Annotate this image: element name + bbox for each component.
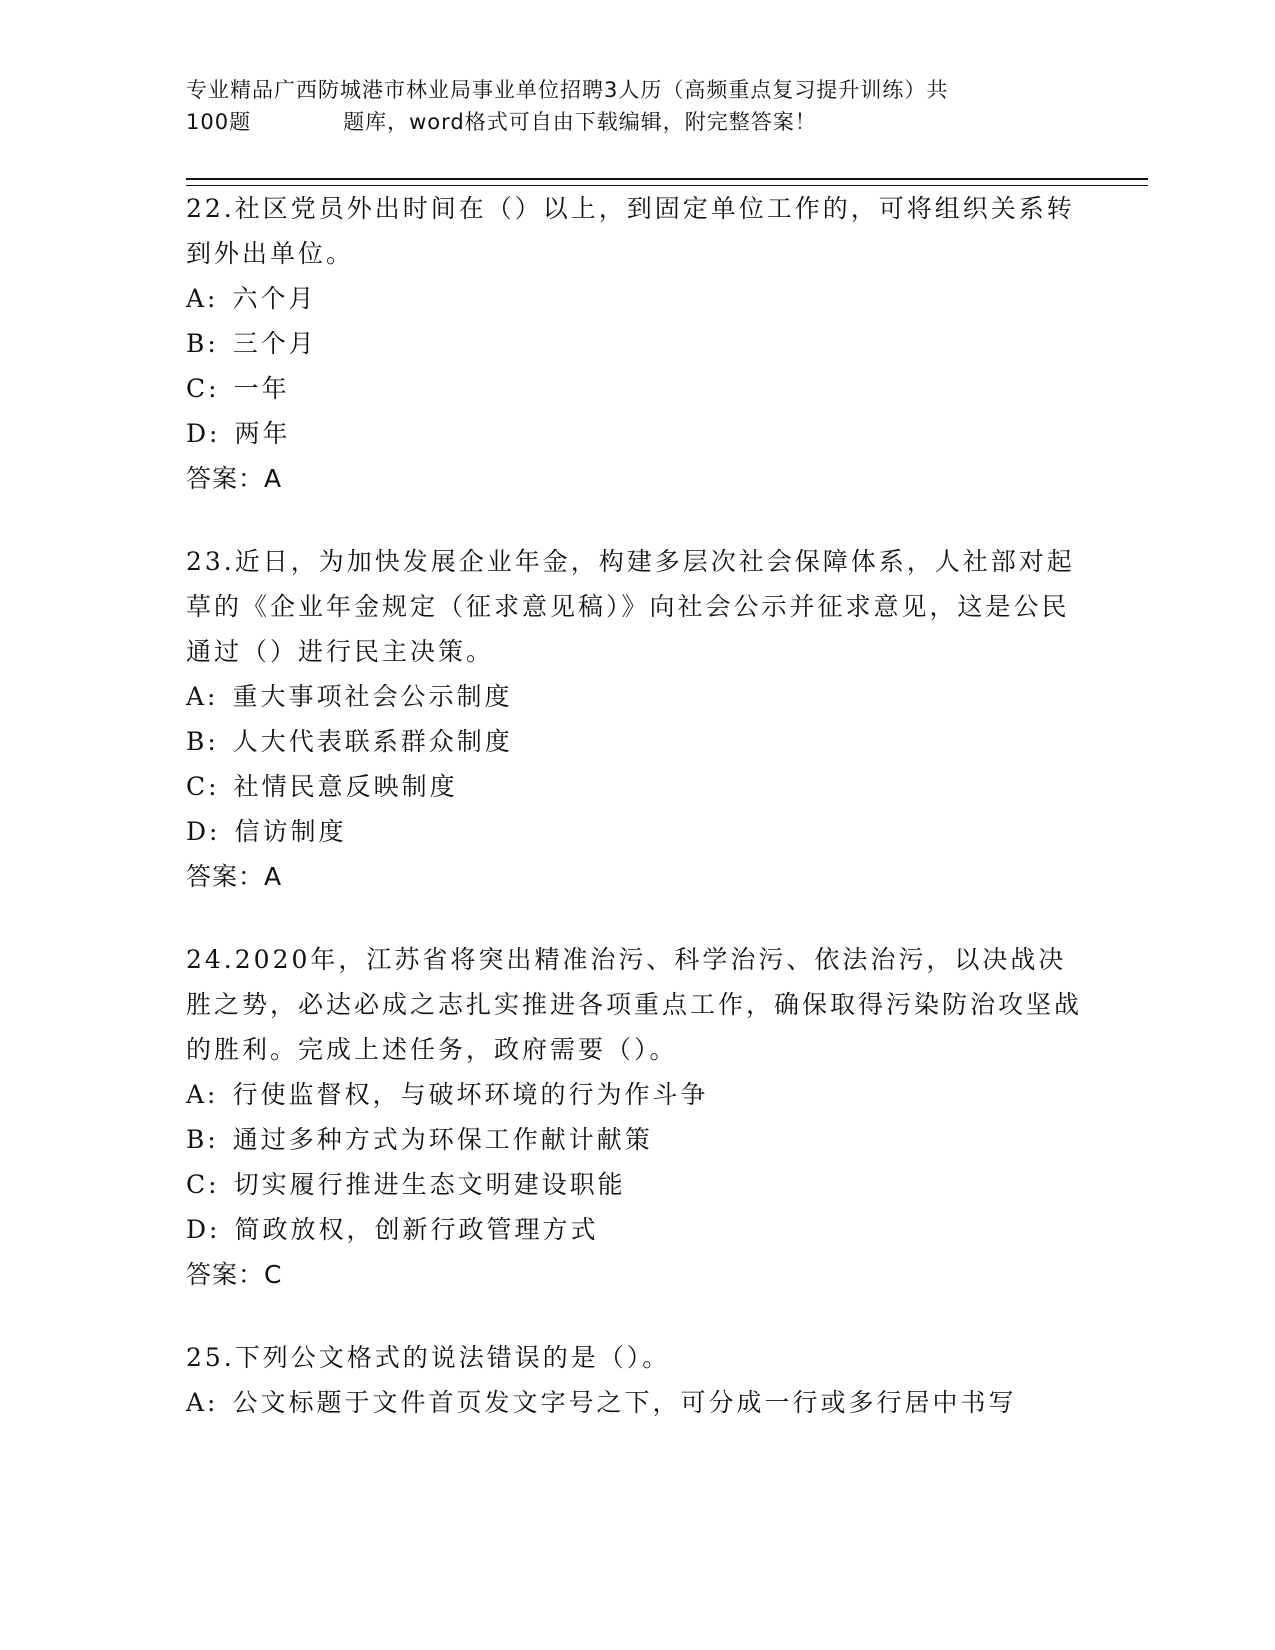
option-text: 两年: [234, 419, 291, 448]
option-text: 重大事项社会公示制度: [232, 682, 513, 711]
option-d: [186, 809, 1086, 854]
header-count: 100题: [186, 110, 252, 134]
option-text: 切实履行推进生态文明建设职能: [233, 1170, 626, 1199]
option-d: [186, 1207, 1086, 1252]
question-22: [186, 186, 1086, 501]
question-stem: 25.下列公文格式的说法错误的是（）。: [186, 1343, 671, 1372]
question-stem: 23.近日，为加快发展企业年金，构建多层次社会保障体系，人社部对起草的《企业年金规定（征求意见稿）》向社会公示并征求意见，这是公民通过（）进行民主决策。: [186, 547, 1075, 666]
option-b: [186, 1117, 1086, 1162]
option-c: [186, 366, 1086, 411]
option-letter: B:: [186, 727, 219, 756]
option-text: 通过多种方式为环保工作献计献策: [232, 1125, 653, 1154]
option-c: [186, 764, 1086, 809]
option-letter: C:: [186, 374, 220, 403]
question-list: [186, 186, 1086, 1463]
header-title-line-2: [186, 106, 1086, 138]
option-letter: C:: [186, 772, 220, 801]
header-divider: [186, 178, 1148, 186]
option-letter: B:: [186, 1125, 219, 1154]
option-text: 社情民意反映制度: [233, 772, 458, 801]
option-text: 人大代表联系群众制度: [232, 727, 513, 756]
option-letter: B:: [186, 329, 219, 358]
option-letter: D:: [186, 817, 221, 846]
option-b: [186, 321, 1086, 366]
answer: 答案：A: [186, 862, 283, 891]
option-letter: D:: [186, 1215, 221, 1244]
question-stem: 24.2020年，江苏省将突出精准治污、科学治污、依法治污，以决战决胜之势，必达必成之志扎实推进各项重点工作，确保取得污染防治攻坚战的胜利。完成上述任务，政府需要（）。: [186, 945, 1083, 1064]
option-a: [186, 276, 1086, 321]
option-c: [186, 1162, 1086, 1207]
option-text: 一年: [233, 374, 290, 403]
option-text: 公文标题于文件首页发文字号之下，可分成一行或多行居中书写: [232, 1388, 1017, 1417]
option-d: [186, 411, 1086, 456]
option-letter: A:: [186, 1388, 219, 1417]
option-text: 三个月: [232, 329, 317, 358]
option-letter: C:: [186, 1170, 220, 1199]
question-25: [186, 1335, 1086, 1425]
question-24: [186, 937, 1086, 1297]
answer: 答案：A: [186, 464, 283, 493]
option-a: [186, 1072, 1086, 1117]
option-b: [186, 719, 1086, 764]
option-text: 六个月: [232, 284, 317, 313]
page-header: [186, 74, 1086, 138]
question-stem: 22.社区党员外出时间在（）以上，到固定单位工作的，可将组织关系转到外出单位。: [186, 194, 1075, 268]
option-text: 简政放权，创新行政管理方式: [234, 1215, 599, 1244]
option-letter: A:: [186, 1080, 219, 1109]
option-letter: A:: [186, 284, 219, 313]
option-a: [186, 674, 1086, 719]
question-23: [186, 539, 1086, 899]
header-title-line-1: 专业精品广西防城港市林业局事业单位招聘3人历（高频重点复习提升训练）共: [186, 78, 949, 102]
option-letter: A:: [186, 682, 219, 711]
option-a: [186, 1380, 1086, 1425]
option-text: 行使监督权，与破坏环境的行为作斗争: [232, 1080, 709, 1109]
option-letter: D:: [186, 419, 221, 448]
option-text: 信访制度: [234, 817, 347, 846]
answer: 答案：C: [186, 1260, 283, 1289]
header-subtitle: 题库，word格式可自由下载编辑，附完整答案！: [343, 110, 817, 134]
